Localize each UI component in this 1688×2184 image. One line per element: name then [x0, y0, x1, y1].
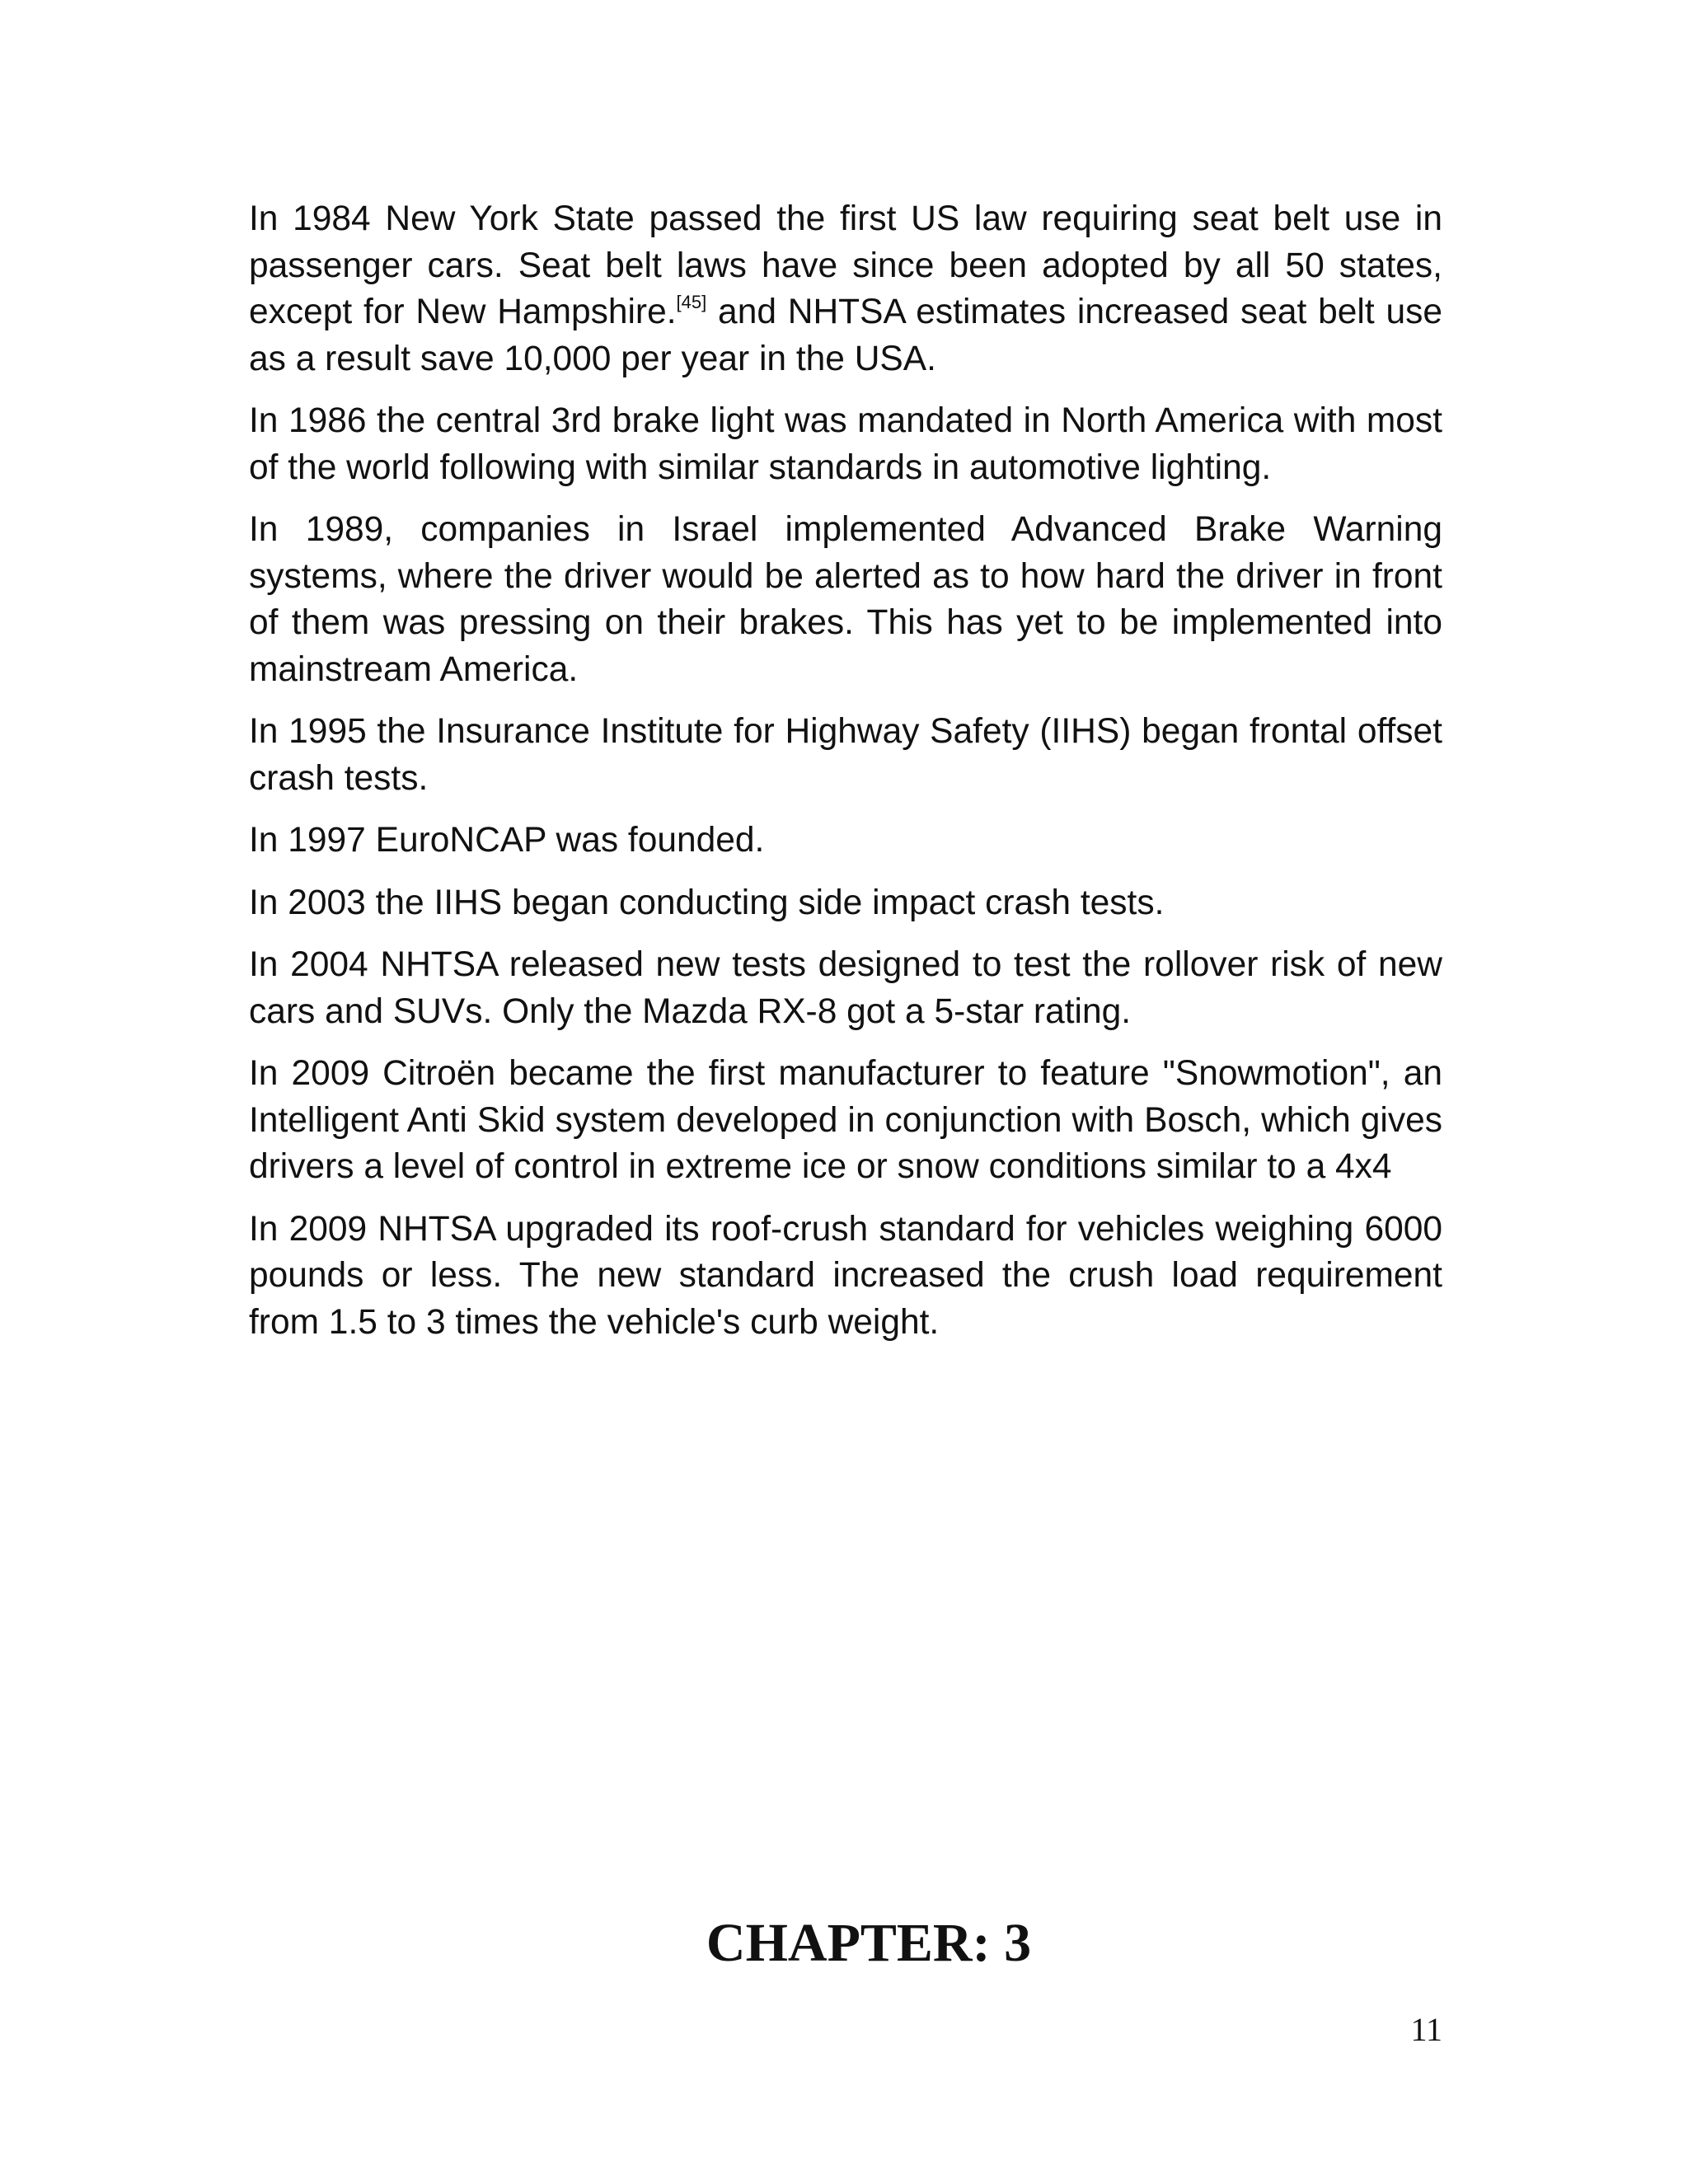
- footnote-reference[interactable]: [45]: [676, 292, 707, 312]
- paragraph-2009-roof-crush: In 2009 NHTSA upgraded its roof-crush standard for vehicles weighing 6000 pounds or less. The new standard increased the crush load requirement from 1.5 to 3 times the vehicle's curb weight.: [249, 1209, 1442, 1342]
- paragraph-2003-side-impact: In 2003 the IIHS began conducting side impact crash tests.: [249, 883, 1165, 922]
- paragraph-1984-seat-belt-law: [249, 196, 1442, 382]
- paragraph-1989-brake-warning: In 1989, companies in Israel implemented Advanced Brake Warning systems, where the driver would be alerted as to how hard the driver in front of them was pressing on their brakes. This has yet to be implemented into mainstream America.: [249, 510, 1442, 689]
- page-number: 11: [1410, 2011, 1442, 2048]
- body-text: [249, 196, 1442, 1361]
- paragraph-2009-snowmotion: In 2009 Citroën became the first manufacturer to feature "Snowmotion", an Intelligent Anti Skid system developed in conjunction with Bosch, which gives drivers a level of control in extreme ice or snow conditions similar to a 4x4: [249, 1054, 1442, 1186]
- paragraph-1986-brake-light: In 1986 the central 3rd brake light was mandated in North America with most of the world following with similar standards in automotive lighting.: [249, 401, 1442, 487]
- paragraph-1997-euroncap: In 1997 EuroNCAP was founded.: [249, 821, 765, 860]
- paragraph-2004-rollover: In 2004 NHTSA released new tests designed to test the rollover risk of new cars and SUVs. Only the Mazda RX-8 got a 5-star rating.: [249, 945, 1442, 1031]
- chapter-heading: CHAPTER: 3: [706, 1913, 1032, 1973]
- paragraph-text-continued: and NHTSA estimates increased seat belt use as a result save 10,000 per year in the USA.: [249, 293, 1442, 378]
- paragraph-text: In 1984 New York State passed the first US law requiring seat belt use in passenger cars. Seat belt laws have since been adopted by all 50 states, except for New Hampshire.: [249, 199, 1442, 331]
- paragraph-1995-iihs-tests: In 1995 the Insurance Institute for Highway Safety (IIHS) began frontal offset crash tests.: [249, 712, 1442, 798]
